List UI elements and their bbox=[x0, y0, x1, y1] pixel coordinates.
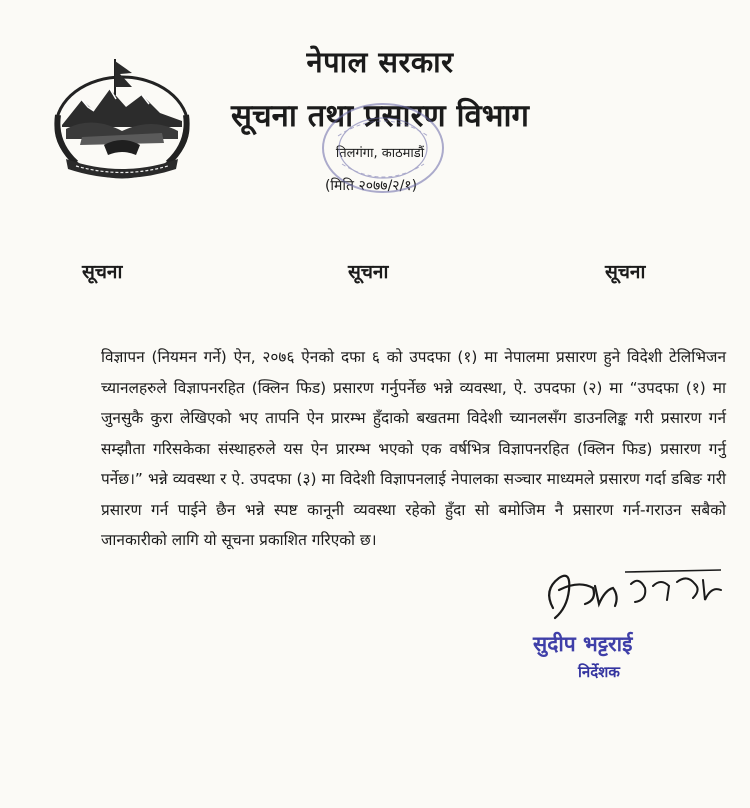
office-address: तिलगंगा, काठमाडौं bbox=[335, 146, 425, 161]
government-title: नेपाल सरकार bbox=[306, 45, 454, 79]
department-title: सूचना तथा प्रसारण विभाग bbox=[230, 98, 529, 134]
signatory-name: सुदीप भट्टराई bbox=[533, 632, 633, 656]
nepal-emblem-icon bbox=[52, 55, 192, 180]
signature-icon bbox=[535, 560, 725, 630]
notice-label-left: सूचना bbox=[82, 261, 123, 283]
notice-date: (मिति २०७७/२/१) bbox=[324, 178, 418, 194]
notice-label-right: सूचना bbox=[605, 261, 646, 283]
signatory-title: निर्देशक bbox=[578, 663, 620, 681]
notice-label-center: सूचना bbox=[348, 261, 389, 283]
notice-body: विज्ञापन (नियमन गर्ने) ऐन, २०७६ ऐनको दफा ६ को उपदफा (१) मा नेपालमा प्रसारण हुने विदेशी टेलिभिजन च्यानलहरुले विज्ञापनरहित (क्लिन फिड) प्रसारण गर्नुपर्नेछ भन्ने व्यवस्था, ऐ. उपदफा (२) मा “उपदफा (१) मा जुनसुकै कुरा लेखिएको भए तापनि ऐन प्रारम्भ हुँदाको बखतमा विदेशी च्यानलसँग डाउनलिङ्क गरी प्रसारण गर्न सम्झौता गरिसकेका संस्थाहरुले यस ऐन प्रारम्भ भएको एक वर्षभित्र विज्ञापनरहित (क्लिन फिड) प्रसारण गर्नु पर्नेछ।” भन्ने व्यवस्था र ऐ. उपदफा (३) मा विदेशी विज्ञापनलाई नेपालका सञ्चार माध्यमले प्रसारण गर्दा डबिङ गरी प्रसारण गर्न पाईने छैन भन्ने स्पष्ट कानूनी व्यवस्था रहेको हुँदा सो बमोजिम नै प्रसारण गर्न-गराउन सबैको जानकारीको लागि यो सूचना प्रकाशित गरिएको छ। bbox=[101, 348, 726, 549]
office-stamp-icon bbox=[318, 98, 448, 198]
